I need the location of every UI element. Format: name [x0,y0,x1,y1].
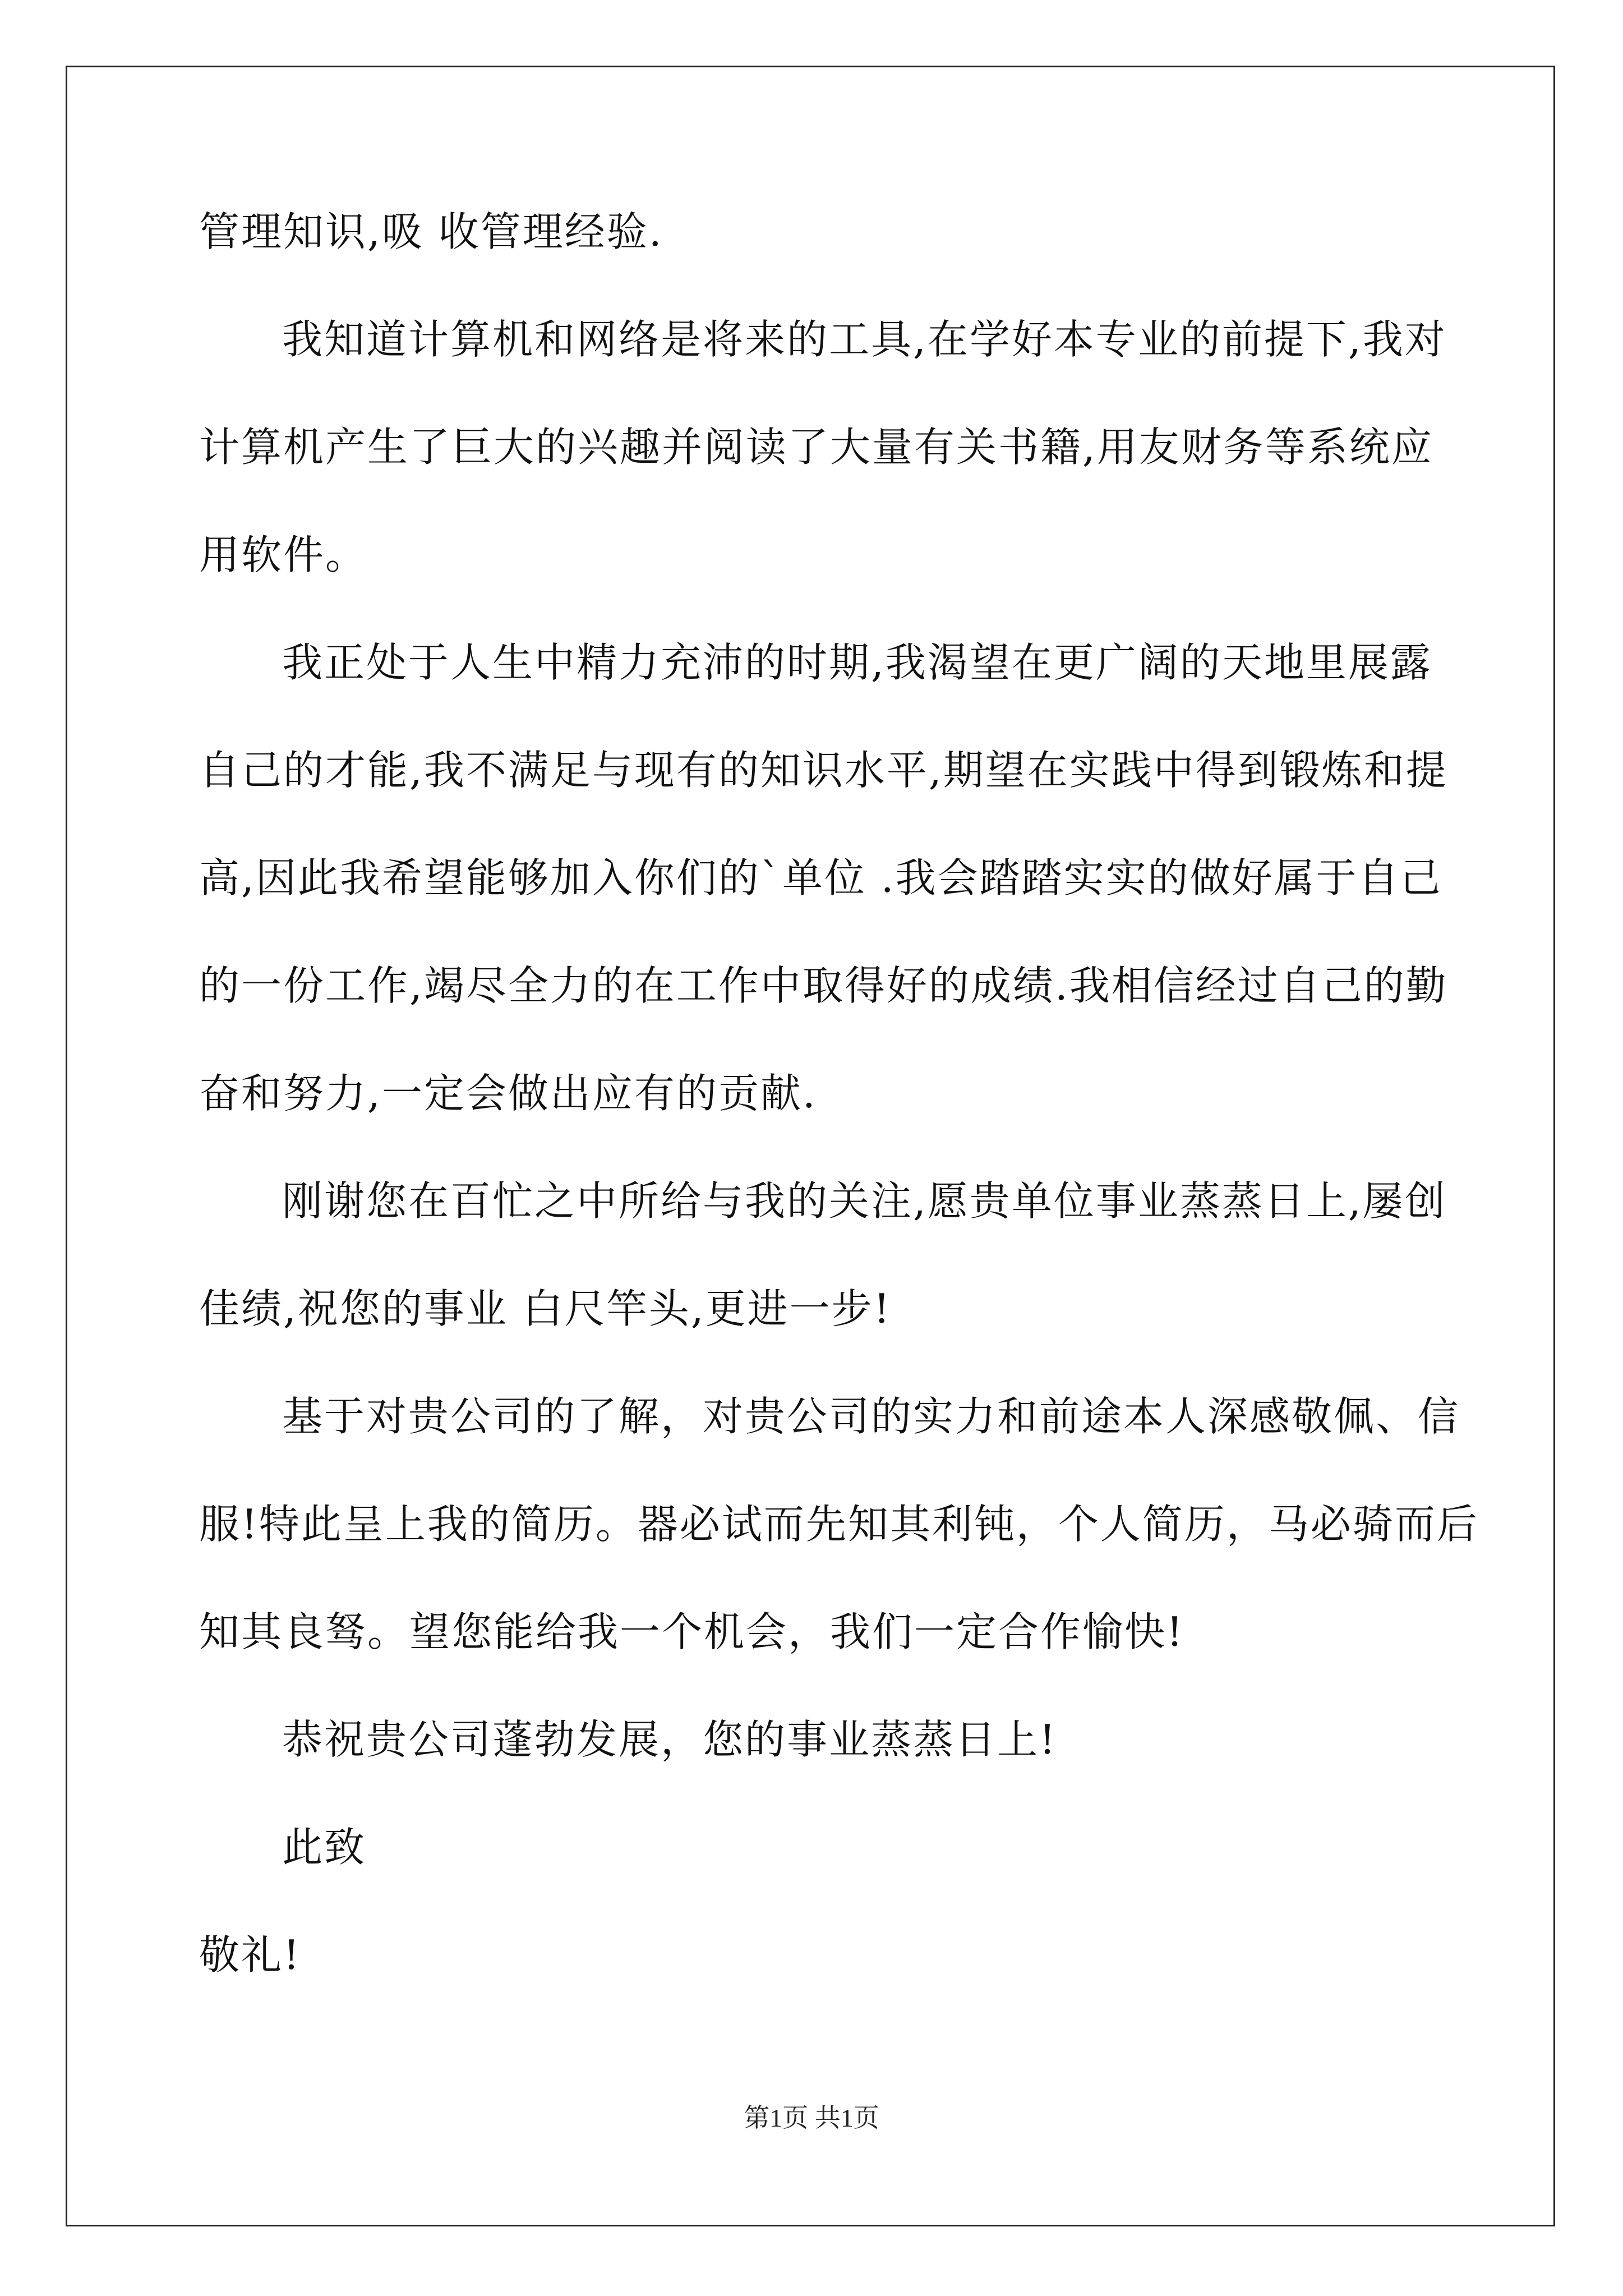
text-line: 计算机产生了巨大的兴趣并阅读了大量有关书籍,用友财务等系统应 [199,424,1433,471]
text-line: 我知道计算机和网络是将来的工具,在学好本专业的前提下,我对 [282,316,1447,363]
text-line: 自己的才能,我不满足与现有的知识水平,期望在实践中得到锻炼和提 [199,747,1448,794]
text-line: 知其良驽。望您能给我一个机会，我们一定合作愉快! [199,1608,1184,1655]
text-line: 我正处于人生中精力充沛的时期,我渴望在更广阔的天地里展露 [282,639,1432,686]
text-line: 的一份工作,竭尽全力的在工作中取得好的成绩.我相信经过自己的勤 [199,962,1448,1009]
text-line: 刚谢您在百忙之中所给与我的关注,愿贵单位事业蒸蒸日上,屡创 [282,1177,1447,1225]
text-line: 奋和努力,一定会做出应有的贡献. [199,1070,817,1117]
text-line: 管理知识,吸 收管理经验. [199,208,663,255]
page-border [66,66,1555,2226]
text-line: 服!特此呈上我的简历。器必试而先知其利钝，个人简历，马必骑而后 [199,1501,1479,1548]
text-line: 高,因此我希望能够加入你们的`单位 .我会踏踏实实的做好属于自己 [199,854,1442,901]
closing-regards: 敬礼! [199,1931,301,1978]
closing-salutation: 此致 [282,1824,367,1871]
text-line: 基于对贵公司的了解，对贵公司的实力和前途本人深感敬佩、信 [282,1393,1460,1440]
page-number: 第1页 共1页 [744,2104,879,2132]
text-line: 佳绩,祝您的事业 白尺竿头,更进一步! [199,1285,892,1332]
text-line: 恭祝贵公司蓬勃发展，您的事业蒸蒸日上! [282,1716,1057,1763]
text-line: 用软件。 [199,531,368,578]
